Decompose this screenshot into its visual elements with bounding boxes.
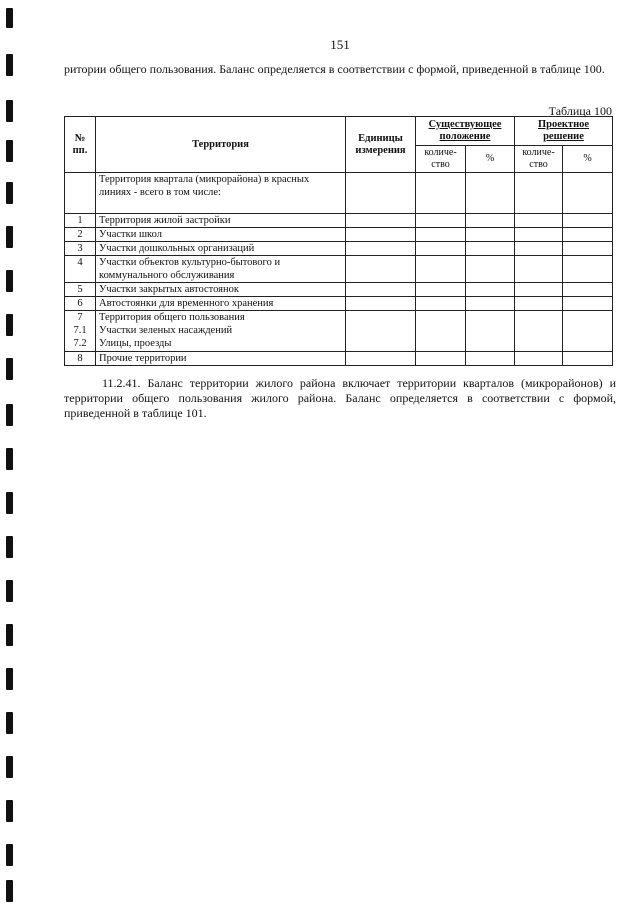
header-territory: Территория xyxy=(96,117,346,173)
row-number: 2 xyxy=(65,228,96,242)
binding-holes xyxy=(6,0,16,905)
header-design-percent: % xyxy=(563,146,613,173)
header-existing-quantity: количе-ство xyxy=(416,146,466,173)
row-number: 4 xyxy=(65,256,96,283)
header-units: Единицы измерения xyxy=(346,117,416,173)
body-paragraph: 11.2.41. Баланс территории жилого района включает территории кварталов (микрорайонов) и территории общего пользования жилого района. Баланс определяется в соответствии с формой, приведенной в таблице 101. xyxy=(64,376,616,420)
row-territory: Территория общего пользования Участки зеленых насаждений Улицы, проезды xyxy=(96,311,346,352)
table-row xyxy=(65,242,613,256)
row-territory: Участки школ xyxy=(96,228,346,242)
table-row xyxy=(65,352,613,366)
row-territory: Участки объектов культурно-бытового и коммунального обслуживания xyxy=(96,256,346,283)
page-number: 151 xyxy=(330,37,350,52)
row-territory: Территория жилой застройки xyxy=(96,214,346,228)
table-row xyxy=(65,228,613,242)
table-row xyxy=(65,256,613,283)
table-row xyxy=(65,311,613,352)
row-territory: Участки дошкольных организаций xyxy=(96,242,346,256)
intro-paragraph: ритории общего пользования. Баланс определяется в соответствии с формой, приведенной в таблице 100. xyxy=(64,62,605,76)
header-existing-percent: % xyxy=(466,146,515,173)
header-existing: Существующее положение xyxy=(416,117,515,146)
row-number: 8 xyxy=(65,352,96,366)
table-row xyxy=(65,173,613,214)
table-row xyxy=(65,214,613,228)
territory-balance-table xyxy=(64,116,613,366)
row-number: 1 xyxy=(65,214,96,228)
row-number: 6 xyxy=(65,297,96,311)
header-design-quantity: количе-ство xyxy=(515,146,563,173)
row-number: 5 xyxy=(65,283,96,297)
table-row xyxy=(65,297,613,311)
row-territory: Прочие территории xyxy=(96,352,346,366)
table-caption: Таблица 100 xyxy=(548,104,612,118)
row-territory: Территория квартала (микрорайона) в красных линиях - всего в том числе: xyxy=(96,173,346,214)
row-number: 7 7.1 7.2 xyxy=(65,311,96,352)
row-territory: Автостоянки для временного хранения xyxy=(96,297,346,311)
header-num: № пп. xyxy=(65,117,96,173)
row-number: 3 xyxy=(65,242,96,256)
header-design: Проектное решение xyxy=(515,117,613,146)
table-row xyxy=(65,283,613,297)
row-territory: Участки закрытых автостоянок xyxy=(96,283,346,297)
row-number xyxy=(65,173,96,214)
